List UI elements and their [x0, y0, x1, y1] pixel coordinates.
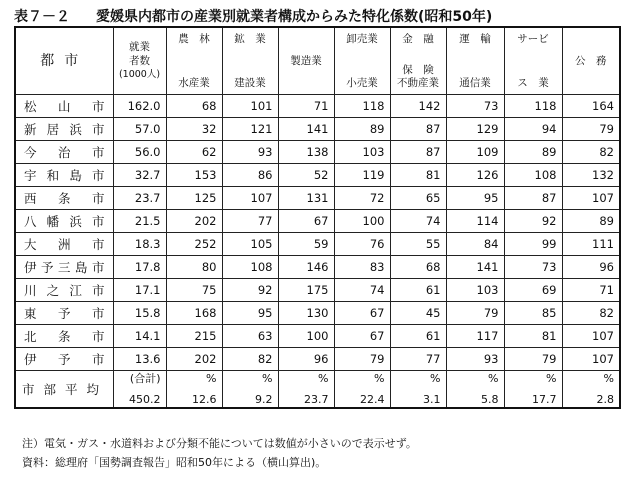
coef-cell: 146 [278, 256, 334, 279]
city-name: 伊予市 [15, 348, 113, 371]
coef-cell: 92 [222, 279, 278, 302]
workers-cell: 23.7 [113, 187, 166, 210]
table-number: 表７－２ [14, 9, 70, 25]
workers-cell: 32.7 [113, 164, 166, 187]
coef-cell: 101 [222, 95, 278, 118]
coef-cell: 96 [562, 256, 620, 279]
coef-cell: 126 [446, 164, 504, 187]
table-row [15, 348, 620, 371]
table-caption: 愛媛県内都市の産業別就業者構成からみた特化係数(昭和50年) [96, 9, 493, 25]
coef-cell: 77 [390, 348, 446, 371]
workers-cell: 15.8 [113, 302, 166, 325]
average-coef: % 22.4 [334, 371, 390, 409]
coef-cell: 99 [504, 233, 562, 256]
coef-cell: 141 [446, 256, 504, 279]
coef-cell: 79 [562, 118, 620, 141]
table-title [14, 6, 492, 26]
coef-cell: 94 [504, 118, 562, 141]
coef-cell: 61 [390, 279, 446, 302]
coef-cell: 108 [222, 256, 278, 279]
city-name: 松山市 [15, 95, 113, 118]
coef-cell: 84 [446, 233, 504, 256]
average-coef: % 9.2 [222, 371, 278, 409]
coef-cell: 52 [278, 164, 334, 187]
coef-cell: 96 [278, 348, 334, 371]
coef-cell: 87 [390, 118, 446, 141]
coef-cell: 81 [390, 164, 446, 187]
coef-cell: 68 [166, 95, 222, 118]
coef-cell: 86 [222, 164, 278, 187]
coef-cell: 75 [166, 279, 222, 302]
coef-cell: 103 [446, 279, 504, 302]
city-name: 伊予三島市 [15, 256, 113, 279]
coef-cell: 95 [446, 187, 504, 210]
table-row [15, 187, 620, 210]
coef-cell: 153 [166, 164, 222, 187]
coef-cell: 69 [504, 279, 562, 302]
coef-cell: 114 [446, 210, 504, 233]
average-row [15, 371, 620, 409]
coef-cell: 93 [222, 141, 278, 164]
coef-cell: 89 [504, 141, 562, 164]
data-table [14, 26, 621, 409]
city-name: 川之江市 [15, 279, 113, 302]
table-row [15, 325, 620, 348]
workers-cell: 14.1 [113, 325, 166, 348]
coef-cell: 62 [166, 141, 222, 164]
city-name: 今治市 [15, 141, 113, 164]
header-manufacturing: 製造業 [278, 27, 334, 95]
table-row [15, 279, 620, 302]
average-coef: % 17.7 [504, 371, 562, 409]
table-row [15, 210, 620, 233]
coef-cell: 79 [334, 348, 390, 371]
workers-cell: 56.0 [113, 141, 166, 164]
coef-cell: 130 [278, 302, 334, 325]
header-row [15, 27, 620, 95]
city-name: 新居浜市 [15, 118, 113, 141]
coef-cell: 77 [222, 210, 278, 233]
coef-cell: 80 [166, 256, 222, 279]
coef-cell: 100 [334, 210, 390, 233]
average-coef: % 5.8 [446, 371, 504, 409]
average-coef: % 2.8 [562, 371, 620, 409]
coef-cell: 107 [222, 187, 278, 210]
coef-cell: 252 [166, 233, 222, 256]
table-row [15, 118, 620, 141]
source-line: 資料：総理府「国勢調査報告」昭和50年による（横山算出)。 [22, 456, 327, 469]
coef-cell: 125 [166, 187, 222, 210]
workers-cell: 17.1 [113, 279, 166, 302]
header-mining: 鉱 業 建設業 [222, 27, 278, 95]
coef-cell: 71 [562, 279, 620, 302]
coef-cell: 73 [446, 95, 504, 118]
average-coef: % 12.6 [166, 371, 222, 409]
coef-cell: 73 [504, 256, 562, 279]
city-name: 八幡浜市 [15, 210, 113, 233]
coef-cell: 138 [278, 141, 334, 164]
header-city: 都市 [15, 27, 113, 95]
coef-cell: 118 [334, 95, 390, 118]
average-workers: (合計) 450.2 [113, 371, 166, 409]
coef-cell: 74 [390, 210, 446, 233]
header-commerce: 卸売業 小売業 [334, 27, 390, 95]
coef-cell: 175 [278, 279, 334, 302]
coef-cell: 89 [562, 210, 620, 233]
coef-cell: 142 [390, 95, 446, 118]
coef-cell: 129 [446, 118, 504, 141]
coef-cell: 109 [446, 141, 504, 164]
coef-cell: 215 [166, 325, 222, 348]
coef-cell: 72 [334, 187, 390, 210]
coef-cell: 71 [278, 95, 334, 118]
average-label: 市部平均 [15, 371, 113, 409]
average-coef: % 3.1 [390, 371, 446, 409]
coef-cell: 83 [334, 256, 390, 279]
city-name: 東予市 [15, 302, 113, 325]
coef-cell: 92 [504, 210, 562, 233]
coef-cell: 202 [166, 210, 222, 233]
header-workers: 就業 者数 (1000人) [113, 27, 166, 95]
coef-cell: 107 [562, 325, 620, 348]
coef-cell: 121 [222, 118, 278, 141]
header-service: サービ ス 業 [504, 27, 562, 95]
city-name: 西条市 [15, 187, 113, 210]
coef-cell: 81 [504, 325, 562, 348]
coef-cell: 107 [562, 187, 620, 210]
table-row [15, 95, 620, 118]
coef-cell: 111 [562, 233, 620, 256]
coef-cell: 141 [278, 118, 334, 141]
workers-cell: 21.5 [113, 210, 166, 233]
coef-cell: 131 [278, 187, 334, 210]
coef-cell: 164 [562, 95, 620, 118]
coef-cell: 107 [562, 348, 620, 371]
coef-cell: 87 [504, 187, 562, 210]
coef-cell: 87 [390, 141, 446, 164]
coef-cell: 79 [446, 302, 504, 325]
coef-cell: 82 [562, 141, 620, 164]
coef-cell: 103 [334, 141, 390, 164]
coef-cell: 89 [334, 118, 390, 141]
coef-cell: 82 [222, 348, 278, 371]
workers-cell: 57.0 [113, 118, 166, 141]
note-line: 注）電気・ガス・水道料および分類不能については数値が小さいので表示せず。 [22, 437, 417, 450]
coef-cell: 55 [390, 233, 446, 256]
table-row [15, 302, 620, 325]
notes [22, 434, 417, 472]
coef-cell: 100 [278, 325, 334, 348]
workers-cell: 17.8 [113, 256, 166, 279]
coef-cell: 65 [390, 187, 446, 210]
coef-cell: 67 [334, 302, 390, 325]
city-name: 宇和島市 [15, 164, 113, 187]
coef-cell: 105 [222, 233, 278, 256]
coef-cell: 132 [562, 164, 620, 187]
city-name: 北条市 [15, 325, 113, 348]
table-row [15, 233, 620, 256]
coef-cell: 119 [334, 164, 390, 187]
workers-cell: 18.3 [113, 233, 166, 256]
table-row [15, 256, 620, 279]
coef-cell: 68 [390, 256, 446, 279]
coef-cell: 79 [504, 348, 562, 371]
workers-cell: 13.6 [113, 348, 166, 371]
city-name: 大洲市 [15, 233, 113, 256]
coef-cell: 95 [222, 302, 278, 325]
coef-cell: 93 [446, 348, 504, 371]
coef-cell: 45 [390, 302, 446, 325]
average-coef: % 23.7 [278, 371, 334, 409]
coef-cell: 59 [278, 233, 334, 256]
coef-cell: 74 [334, 279, 390, 302]
coef-cell: 67 [334, 325, 390, 348]
header-agriculture: 農 林 水産業 [166, 27, 222, 95]
coef-cell: 202 [166, 348, 222, 371]
workers-cell: 162.0 [113, 95, 166, 118]
coef-cell: 32 [166, 118, 222, 141]
table-row [15, 141, 620, 164]
coef-cell: 63 [222, 325, 278, 348]
coef-cell: 85 [504, 302, 562, 325]
header-public: 公 務 [562, 27, 620, 95]
coef-cell: 118 [504, 95, 562, 118]
coef-cell: 168 [166, 302, 222, 325]
table-row [15, 164, 620, 187]
header-finance: 金 融 保 険 不動産業 [390, 27, 446, 95]
coef-cell: 108 [504, 164, 562, 187]
coef-cell: 117 [446, 325, 504, 348]
coef-cell: 82 [562, 302, 620, 325]
coef-cell: 61 [390, 325, 446, 348]
coef-cell: 67 [278, 210, 334, 233]
coef-cell: 76 [334, 233, 390, 256]
header-transport: 運 輸 通信業 [446, 27, 504, 95]
